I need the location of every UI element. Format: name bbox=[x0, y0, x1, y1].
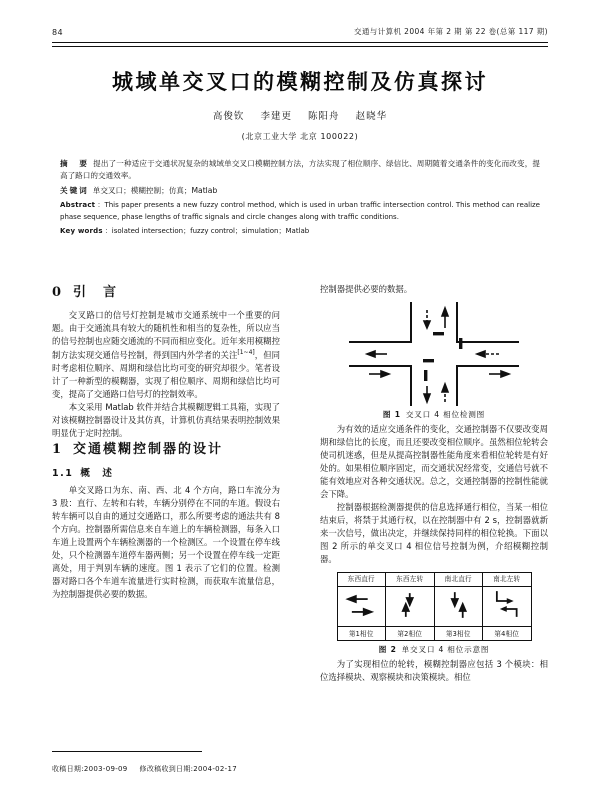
phase-header-1: 东西直行 bbox=[337, 572, 386, 586]
sec11-paragraph-2: 为有效的适应交通条件的变化，交通控制器不仅要改变周期和绿信比的长度，而且还要改变相位顺序。虽然相位轮转会使司机迷惑，但是从提高控制器性能角度来看相位轮转是有好处的。如果相位顺序固定，而交通状况经常变，交通信号就不能有效地应对各种交通状况。总之，交通控制器的控制性能就会下降。 bbox=[320, 423, 548, 499]
sec11-paragraph-3: 控制器根据检测器提供的信息选择通行相位，当某一相位结束后，将禁于其通行权，以在控制器中有 2 s，控制器就新来一次信号，做出决定，并继续保持同样的相位轮换。下面以图 2 所示的单交叉口 4 相位信号控制为例，介绍模糊控制器。 bbox=[320, 501, 548, 564]
phase-header-2: 东西左转 bbox=[386, 572, 435, 586]
abstract-cn-text: 提出了一种适应于交通状况复杂的城域单交叉口模糊控制方法，方法实现了相位顺序、绿信比、周期随着交通条件的变化而改变，提高了路口的交通效率。 bbox=[60, 159, 540, 181]
phase-diagram-3 bbox=[434, 586, 483, 626]
header-rule-top bbox=[52, 42, 548, 43]
section-heading-1 bbox=[52, 440, 280, 460]
phase-label-3: 第3相位 bbox=[434, 627, 483, 641]
sec11-paragraph-1-cont: 控制器提供必要的数据。 bbox=[320, 284, 413, 294]
phase-table bbox=[337, 572, 532, 641]
intro-p1-a: 交叉路口的信号灯控制是城市交通系统中一个重要的问题。由于交通流具有较大的随机性和相当的复杂性，所以应当的信号控制也应随交通流的不同而相应变化。近年来用模糊控制方法实现交通信号控制，得到国内外学者的关注 bbox=[52, 310, 280, 360]
journal-info: 交通与计算机 2004 年第 2 期 第 22 卷(总第 117 期) bbox=[353, 27, 548, 36]
subsection-title-1-1: 概 述 bbox=[80, 468, 114, 480]
intro-p1-b: ，但同时考虑相位顺序、周期和绿信比均可变的研究却很少。笔者设计了一种新型的模糊器，实现了相位顺序、周期和绿信比均可变，提高了交通路口信号灯的控制效率。 bbox=[52, 349, 281, 400]
intro-paragraph-2: 本文采用 Matlab 软件并结合其模糊逻辑工具箱，实现了对该模糊控制器设计及其仿真，计算机仿真结果表明控制效果明显优于定时控制。 bbox=[52, 402, 280, 439]
keywords-cn bbox=[60, 185, 540, 197]
affiliation: (北京工业大学 北京 100022) bbox=[241, 132, 359, 141]
author-1: 高俊钦 bbox=[212, 111, 245, 122]
citation-ref: [1~4] bbox=[237, 349, 255, 357]
subsection-heading-1-1 bbox=[52, 467, 280, 482]
running-head bbox=[52, 26, 548, 37]
section-number-1: 1 bbox=[52, 442, 64, 458]
page-title: 城域单交叉口的模糊控制及仿真探讨 bbox=[112, 69, 488, 94]
abstract-block bbox=[60, 158, 540, 239]
figure-1-caption-text: 交叉口 4 相位检测图 bbox=[405, 410, 486, 420]
figure-2 bbox=[320, 572, 548, 656]
phase-header-3: 南北直行 bbox=[434, 572, 483, 586]
author-2: 李建更 bbox=[260, 111, 292, 122]
figure-1-number: 图 1 bbox=[382, 410, 401, 420]
author-4: 赵晓华 bbox=[355, 111, 388, 122]
column-right bbox=[320, 283, 548, 738]
table-row-diagrams bbox=[337, 586, 531, 626]
figure-2-number: 图 2 bbox=[378, 645, 397, 655]
sec11-paragraph-4: 为了实现相位的轮转，模糊控制器应包括 3 个模块：相位选择模块、观察模块和决策模块。相位 bbox=[320, 658, 548, 682]
table-row-headers bbox=[337, 572, 531, 586]
abstract-cn-label: 摘 要 bbox=[60, 159, 90, 168]
author-3: 陈阳舟 bbox=[308, 111, 340, 122]
received-date: 收稿日期:2003-09-09 bbox=[52, 765, 128, 773]
figure-2-caption-text: 单交叉口 4 相位示意图 bbox=[401, 645, 490, 655]
footer-dates bbox=[52, 764, 249, 774]
figure-1 bbox=[320, 302, 548, 421]
abstract-en bbox=[60, 199, 540, 223]
section-heading-intro bbox=[52, 283, 280, 303]
left-turn-ns-arrows-icon bbox=[483, 587, 531, 623]
section-title-1: 交通模糊控制器的设计 bbox=[73, 442, 224, 458]
keywords-cn-label: 关键词 bbox=[60, 185, 89, 195]
keywords-en-text: ：isolated intersection；fuzzy control；simulation；Matlab bbox=[104, 226, 310, 235]
straight-ns-arrows-icon bbox=[435, 587, 483, 623]
keywords-en-label: Key words bbox=[60, 226, 103, 235]
phase-label-4: 第4相位 bbox=[483, 627, 532, 641]
revised-date: 修改稿收到日期:2004-02-17 bbox=[139, 765, 237, 773]
left-turn-ew-arrows-icon bbox=[386, 587, 434, 623]
abstract-en-label: Abstract bbox=[60, 200, 96, 209]
phase-diagram-1 bbox=[337, 586, 386, 626]
intro-paragraph-1 bbox=[52, 309, 280, 401]
author-list bbox=[0, 108, 600, 122]
footer-rule bbox=[52, 751, 202, 752]
section-title-0: 引 言 bbox=[73, 285, 119, 300]
keywords-cn-text: 单交叉口；模糊控制；仿真；Matlab bbox=[92, 185, 218, 195]
figure-1-caption bbox=[320, 409, 548, 421]
intersection-diagram-icon bbox=[349, 302, 519, 406]
phase-header-4: 南北左转 bbox=[483, 572, 532, 586]
figure-2-caption bbox=[320, 644, 548, 656]
body-columns bbox=[52, 283, 548, 738]
abstract-en-text: ：This paper presents a new fuzzy control method, which is used in urban traffic intersection control. This method can realize phase sequence, phase lengths of traffic signals and circle changes along with traffic conditions. bbox=[60, 200, 540, 221]
phase-label-2: 第2相位 bbox=[386, 627, 435, 641]
straight-ew-arrows-icon bbox=[338, 587, 386, 623]
page-number: 84 bbox=[52, 28, 63, 37]
keywords-en bbox=[60, 225, 540, 237]
subsection-number-1-1: 1.1 bbox=[52, 468, 74, 480]
abstract-cn bbox=[60, 158, 540, 183]
phase-label-1: 第1相位 bbox=[337, 627, 386, 641]
section-number-0: 0 bbox=[52, 285, 64, 300]
sec11-paragraph-1: 单交叉路口为东、南、西、北 4 个方向，路口车流分为 3 股：直行、左转和右转，车辆分别停在不同的车道。假设右转车辆可以自由的通过交通路口，那么所要考虑的通法共有 8 个方向。控制器所需信息来自车道上的车辆检测器，每条入口车道上设置两个车辆检测器的一个检测区。一个设置在停车线处，只个检测器车道停车器两侧；另一个设置在停车线一定距离处，用于判别车辆的速度。图 1 表示了它们的位置。检测器对路口各个车道车流量进行实时检测，而获取车流量信息，为控制器提供必要的数据。 bbox=[52, 484, 280, 600]
header-rule-bottom bbox=[52, 46, 548, 47]
table-row-labels bbox=[337, 627, 531, 641]
column-left bbox=[52, 283, 280, 738]
phase-diagram-2 bbox=[386, 586, 435, 626]
phase-diagram-4 bbox=[483, 586, 532, 626]
figure-1-graphic bbox=[349, 302, 519, 406]
